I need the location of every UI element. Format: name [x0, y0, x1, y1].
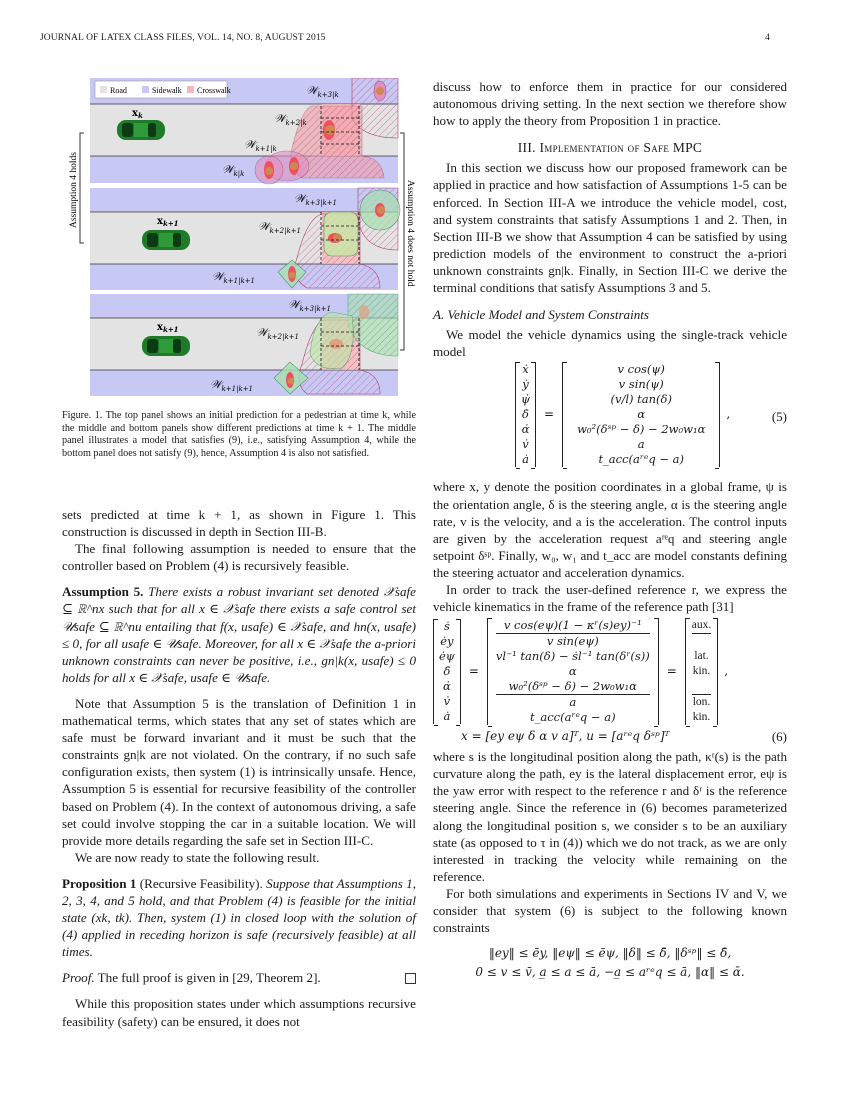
svg-text:Road: Road: [110, 86, 127, 95]
panel-top: [90, 78, 398, 184]
journal-title: JOURNAL OF LATEX CLASS FILES, VOL. 14, NO. 8, AUGUST 2015: [40, 33, 326, 43]
paragraph: In order to track the user-defined reference r, we express the vehicle kinematics in the frame of the reference path [31]: [433, 581, 787, 615]
right-column: [433, 78, 787, 982]
proposition-1: [62, 875, 416, 960]
paragraph: While this proposition states under which assumptions recursive feasibility (safety) can be ensured, it does not: [62, 996, 416, 1029]
panel-middle: [90, 188, 400, 290]
eq5-rhs-vector: v cos(ψ) v sin(ψ) (v/l) tan(δ) α w₀²(δˢᵖ − δ) − 2w₀w₁α a t_acc(aʳᵉq − a): [562, 362, 720, 467]
paragraph: We model the vehicle dynamics using the single-track vehicle model: [433, 327, 787, 360]
equation-number: (6): [771, 729, 787, 745]
paragraph: where s is the longitudinal position along the path, κʳ(s) is the path curvature along the path, ey is the lateral displacement error, eψ is the yaw error with respect to the reference r and δʳ is the reference steering angle. Since the reference in (6) becomes parameterized along the longitudinal position s, we consider s to be an auxiliary state (as opposed to τ in (4)) which we do not track, as we are only interested in tracking the velocity while remaining on the reference.: [433, 749, 787, 884]
paragraph: For both simulations and experiments in Sections IV and V, we consider that system (6) is subject to the following known constraints: [433, 885, 787, 936]
svg-text:𝒲k+2|k: 𝒲$_{k+2|k}$: [274, 112, 307, 127]
paragraph: The final following assumption is needed to ensure that the controller based on Problem (4) is recursively feasible.: [62, 541, 416, 574]
svg-text:Crosswalk: Crosswalk: [197, 86, 231, 95]
svg-text:𝒲k|k: 𝒲$_{k|k}$: [222, 163, 245, 178]
proposition-name: (Recursive Feasibility).: [139, 875, 263, 891]
svg-text:xk+1: $x_{k+1}$: [157, 322, 179, 334]
subsection-heading: A. Vehicle Model and System Constraints: [433, 307, 650, 323]
svg-text:𝒲k+2|k+1: 𝒲$_{k+2|k+1}$: [256, 326, 300, 341]
paragraph: We are now ready to state the following result.: [75, 849, 320, 865]
figure-1: [62, 78, 418, 398]
paragraph: In this section we discuss how our proposed framework can be applied in practice and how satisfaction of Assumptions 1-5 can be enforced. In Section III-A we introduce the vehicle model, cost, and system constraints that satisfy Assumptions 1 and 2. Then, in Section III-B we show that Assumption 4 can be satisfied by using prediction models of the environment to construct the a-priori unknown constraints gn|k. Finally, in Section III-C we derive the terminal conditions that satisfy Assumptions 3 and 5.: [433, 160, 787, 296]
eq6-rhs-vector: v cos(eψ)(1 − κʳ(s)ey)⁻¹ v sin(eψ) vl⁻¹ tan(δ) − ṡl⁻¹ tan(δʳ(s)) α w₀²(δˢᵖ − δ) − 2w₀w₁α a t_acc(aʳᵉq − a): [487, 618, 659, 725]
state-definition: x = [ey eψ δ α v a]ᵀ, u = [aʳᵉq δˢᵖ]ᵀ (6): [461, 729, 787, 745]
panel-bottom: [90, 294, 398, 396]
svg-text:Sidewalk: Sidewalk: [152, 86, 182, 95]
assumption-holds-label: Assumption 4 holds: [69, 151, 79, 228]
assumption-text: There exists a robust invariant set denoted 𝒳safe ⊆ ℝ^nx such that for all x ∈ 𝒳safe there exists a safe control set 𝒰safe ⊆ ℝ^nu entailing that f(x, usafe) ∈ 𝒳safe, and hn(x, usafe) ≤ 0, for all usafe ∈ 𝒰safe. Moreover, for all x ∈ 𝒳safe the a-priori unknown constraints can never be positive, i.e., gn|k(x, usafe) ≤ 0 holds for all x ∈ 𝒳safe, usafe ∈ 𝒰safe.: [62, 584, 416, 685]
paragraph: discuss how to enforce them in practice for our considered autonomous driving setting. In the next section we therefore show how to apply the theory from Proposition 1 in practice.: [433, 79, 787, 129]
equation-5: ẋ ẏ ψ̇ δ̇ α̇ v̇ ȧ = v cos(ψ) v sin(ψ) (v/l) tan(δ) α w₀²(δˢᵖ − δ) − 2w₀w₁α a t_acc(aʳᵉq − a) , (5): [515, 362, 787, 474]
paragraph: where x, y denote the position coordinates in a global frame, ψ is the orientation angle, δ is the steering angle, α is the steering angle rate, v is the velocity, and a is the acceleration. The control inputs are given by the acceleration request aʳᵉq and steering angle setpoint δˢᵖ. Finally, w₀, w₁ and t_acc are model constants defining the steering actuator and acceleration dynamics.: [433, 479, 787, 580]
proof: [62, 969, 416, 986]
assumption-5: [62, 583, 416, 686]
constraints-equation: ‖ey‖ ≤ ēy, ‖eψ‖ ≤ ēψ, ‖δ‖ ≤ δ̄, ‖δˢᵖ‖ ≤ δ̄, 0 ≤ v ≤ v̄, a̲ ≤ a ≤ ā, −a̲ ≤ aʳᵉq ≤ ā, ‖α‖ ≤ ᾱ.: [475, 946, 745, 980]
eq6-groups-vector: aux. lat. kin. lon. kin.: [685, 618, 718, 725]
figure-caption: Figure. 1. The top panel shows an initial prediction for a pedestrian at time k, while the middle and bottom panels show different predictions at time k + 1. The middle panel illustrates a model that satisfies (9), i.e., satisfying Assumption 4, while the bottom panel does not satisfy (9), hence, Assumption 4 is also not satisfied.: [62, 410, 416, 459]
assumption-label: Assumption 5.: [62, 584, 144, 600]
svg-text:𝒲k+3|k: 𝒲$_{k+3|k}$: [306, 84, 339, 99]
proof-text: The full proof is given in [29, Theorem 2].: [97, 970, 321, 986]
paragraph: Note that Assumption 5 is the translation of Definition 1 in mathematical terms, which states that any set of states which are safe must be forward invariant and it must be such that the constraints gn|k are not violated. On the contrary, if no such safe configuration exists, then system (1) is intrinsically unsafe. Hence, Assumption 5 is essential for recursive feasibility of the controller based on Problem (4). In the context of autonomous driving, a safe set could involve stopping the car in a suitable location. We will provide more details regarding the safe set in Section III-C.: [62, 695, 416, 848]
pedestrian-prediction-diagram: [62, 78, 418, 398]
svg-text:𝒲k+3|k+1: 𝒲$_{k+3|k+1}$: [288, 298, 332, 313]
left-column: [62, 506, 416, 1030]
svg-text:𝒲k+1|k: 𝒲$_{k+1|k}$: [244, 138, 277, 153]
eq6-lhs-vector: ṡ ėy ėψ δ̇ α̇ v̇ ȧ: [433, 619, 461, 724]
equation-6: ṡ ėy ėψ δ̇ α̇ v̇ ȧ = v cos(eψ)(1 − κʳ(s)ey)⁻¹ v sin(eψ) vl⁻¹ tan(δ) − ṡl⁻¹ tan(δʳ(s)) α w₀²(δˢᵖ − δ) − 2w₀w₁α a t_acc(aʳᵉq − a) = aux. lat. kin. lon. kin. ,: [433, 618, 787, 728]
proposition-label: Proposition 1: [62, 875, 137, 891]
svg-text:xk: $x_k$: [132, 108, 143, 120]
page-number: 4: [765, 33, 770, 43]
running-header: [40, 33, 810, 43]
svg-text:xk+1: $x_{k+1}$: [157, 216, 179, 228]
proposition-text: Suppose that Assumptions 1, 2, 3, 4, and 5 hold, and that Problem (4) is feasible for the initial state (xk, tk). Then, system (1) in closed loop with the solution of (4) applied in receding horizon is safe (recursively feasible) at all times.: [62, 875, 416, 960]
qed-square-icon: [405, 973, 416, 984]
svg-text:𝒲k+1|k+1: 𝒲$_{k+1|k+1}$: [210, 378, 254, 393]
proof-label: Proof.: [62, 970, 95, 986]
svg-text:𝒲k+1|k+1: 𝒲$_{k+1|k+1}$: [212, 270, 256, 285]
svg-text:𝒲k+3|k+1: 𝒲$_{k+3|k+1}$: [294, 192, 338, 207]
assumption-not-hold-label: Assumption 4 does not hold: [405, 180, 415, 287]
svg-text:𝒲k+2|k+1: 𝒲$_{k+2|k+1}$: [258, 220, 302, 235]
eq5-lhs-vector: ẋ ẏ ψ̇ δ̇ α̇ v̇ ȧ: [515, 362, 536, 467]
paragraph: sets predicted at time k + 1, as shown in Figure 1. This construction is discussed in depth in Section III-B.: [62, 507, 416, 540]
equation-number: (5): [771, 409, 787, 425]
section-heading: III. Implementation of Safe MPC: [517, 140, 703, 156]
